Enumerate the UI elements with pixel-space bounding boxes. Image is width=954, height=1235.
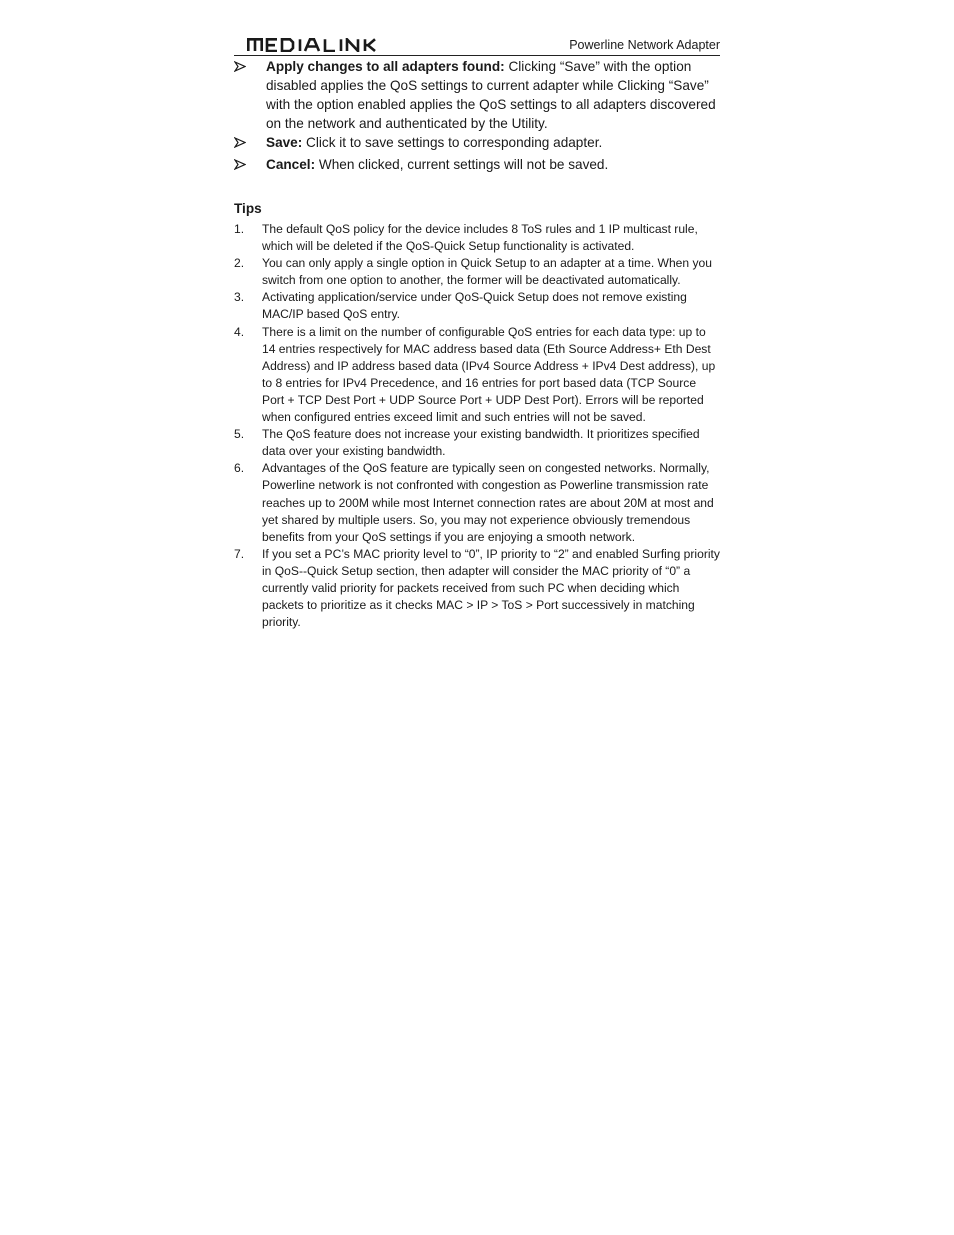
tips-heading: Tips — [234, 201, 262, 216]
bullet-text: When clicked, current settings will not be saved. — [315, 157, 609, 172]
page-header — [234, 36, 720, 56]
tip-number: 4. — [234, 324, 245, 339]
bullet-save — [234, 133, 720, 152]
document-page — [234, 36, 720, 631]
tip-number: 5. — [234, 427, 245, 442]
tip-item — [234, 221, 720, 255]
tip-text: The QoS feature does not increase your existing bandwidth. It prioritizes specified data over your existing bandwidth. — [262, 427, 700, 459]
tip-item — [234, 426, 720, 460]
tip-text: Activating application/service under QoS-Quick Setup does not remove existing MAC/IP based QoS entry. — [262, 290, 687, 322]
tip-number: 3. — [234, 290, 245, 305]
option-descriptions — [234, 57, 720, 174]
bullet-text: Clicking “Save” with the option disabled applies the QoS settings to current adapter while Clicking “Save” with the option enabled applies the QoS settings to all adapters discovered on the network and authenticated by the Utility. — [266, 59, 716, 131]
tips-list — [234, 221, 720, 631]
tip-text: Advantages of the QoS feature are typically seen on congested networks. Normally, Powerline network is not confronted with congestion as Powerline transmission rate reaches up to 200M while most Internet connection rates are about 20M at most and yet shared by multiple users. So, you may not experience obviously tremendous benefits from your QoS settings if you are enjoying a smooth network. — [262, 461, 714, 544]
bullet-term: Apply changes to all adapters found: — [266, 59, 505, 74]
bullet-text: Click it to save settings to corresponding adapter. — [302, 135, 603, 150]
document-title: Powerline Network Adapter — [569, 38, 720, 52]
bullet-term: Cancel: — [266, 157, 316, 172]
medialink-logo — [247, 38, 401, 52]
tip-text: You can only apply a single option in Quick Setup to an adapter at a time. When you switch from one option to another, the former will be deactivated automatically. — [262, 256, 712, 288]
tip-number: 2. — [234, 256, 245, 271]
tip-number: 7. — [234, 546, 245, 561]
tip-item — [234, 324, 720, 427]
tip-text: There is a limit on the number of configurable QoS entries for each data type: up to 14 entries respectively for MAC address based data (Eth Source Address+ Eth Dest Address) and IP address based data (IPv4 Source Address + IPv4 Dest address), up to 8 entries for IPv4 Precedence, and 16 entries for port based data (TCP Source Port + TCP Dest Port + UDP Source Port + UDP Dest Port). Errors will be reported when configured entries exceed limit and such entries will not be saved. — [262, 324, 716, 425]
bullet-apply-changes — [234, 57, 720, 133]
arrow-bullet-icon — [234, 57, 248, 76]
bullet-cancel — [234, 155, 720, 174]
tip-text: The default QoS policy for the device includes 8 ToS rules and 1 IP multicast rule, which will be deleted if the QoS-Quick Setup functionality is activated. — [262, 222, 698, 254]
tip-number: 6. — [234, 461, 245, 476]
bullet-term: Save: — [266, 135, 303, 150]
arrow-bullet-icon — [234, 155, 248, 174]
tip-item — [234, 546, 720, 631]
tip-number: 1. — [234, 222, 245, 236]
tip-item — [234, 255, 720, 289]
tip-item — [234, 289, 720, 323]
arrow-bullet-icon — [234, 133, 248, 152]
tip-item — [234, 460, 720, 545]
tip-text: If you set a PC’s MAC priority level to “0”, IP priority to “2” and enabled Surfing priority in QoS--Quick Setup section, then adapter will consider the MAC priority of “0” a currently valid priority for packets received from such PC when deciding which packets to prioritize as it checks MAC > IP > ToS > Port successively in matching priority. — [262, 546, 720, 630]
